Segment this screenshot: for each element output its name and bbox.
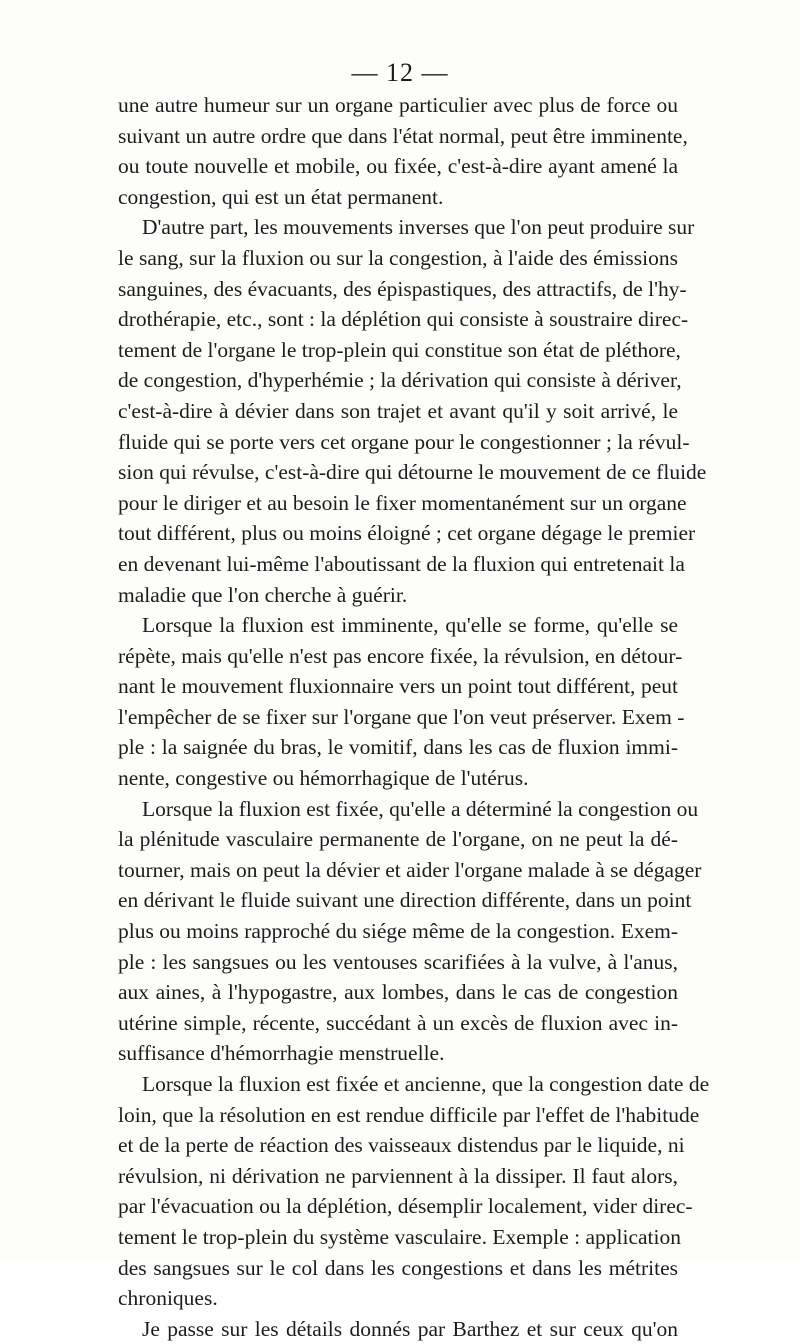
- text-line: tement le trop-plein du système vasculaire. Exemple : application: [118, 1224, 681, 1249]
- text-line: Lorsque la fluxion est fixée et ancienne, que la congestion date de: [142, 1072, 710, 1096]
- text-line: de congestion, d'hyperhémie ; la dérivation qui consiste à dériver,: [118, 368, 682, 393]
- text-line: congestion, qui est un état permanent.: [118, 184, 444, 209]
- text-line: pour le diriger et au besoin le fixer momentanément sur un organe: [118, 490, 687, 515]
- paragraph: [118, 610, 685, 794]
- text-line: en dérivant le fluide suivant une direction différente, dans un point: [118, 888, 692, 913]
- page-number: — 12 —: [351, 58, 449, 87]
- text-line: tement de l'organe le trop-plein qui constitue son état de pléthore,: [118, 337, 681, 362]
- paragraph: [118, 794, 702, 1069]
- text-line: révulsion, ni dérivation ne parviennent à la dissiper. Il faut alors,: [118, 1163, 678, 1188]
- text-line: utérine simple, récente, succédant à un excès de fluxion avec in-: [118, 1010, 678, 1035]
- text-line: tout différent, plus ou moins éloigné ; cet organe dégage le premier: [118, 521, 696, 546]
- paragraph: [118, 90, 688, 212]
- text-line: plus ou moins rapproché du siége même de la congestion. Exem-: [118, 919, 678, 944]
- text-line: aux aines, à l'hypogastre, aux lombes, dans le cas de congestion: [118, 980, 678, 1005]
- text-line: en devenant lui-même l'aboutissant de la fluxion qui entretenait la: [118, 551, 685, 576]
- text-line: sion qui révulse, c'est-à-dire qui détourne le mouvement de ce fluide: [118, 460, 707, 485]
- text-line: c'est-à-dire à dévier dans son trajet et avant qu'il y soit arrivé, le: [118, 398, 678, 423]
- text-line: chroniques.: [118, 1286, 218, 1311]
- text-line: tourner, mais on peut la dévier et aider l'organe malade à se dégager: [118, 857, 702, 882]
- text-line: ou toute nouvelle et mobile, ou fixée, c'est-à-dire ayant amené la: [118, 154, 678, 179]
- text-line: Lorsque la fluxion est imminente, qu'elle se forme, qu'elle se: [142, 613, 678, 638]
- text-line: nant le mouvement fluxionnaire vers un point tout différent, peut: [118, 674, 678, 699]
- body-text: [118, 90, 710, 1344]
- text-line: sanguines, des évacuants, des épispastiques, des attractifs, de l'hy-: [118, 276, 687, 301]
- text-line: ple : la saignée du bras, le vomitif, dans les cas de fluxion immi-: [118, 735, 678, 760]
- text-line: loin, que la résolution en est rendue difficile par l'effet de l'habitude: [118, 1102, 700, 1127]
- text-line: des sangsues sur le col dans les congestions et dans les métrites: [118, 1255, 678, 1280]
- text-line: et de la perte de réaction des vaisseaux distendus par le liquide, ni: [118, 1133, 685, 1158]
- text-line: répète, mais qu'elle n'est pas encore fixée, la révulsion, en détour-: [118, 643, 683, 668]
- text-line: le sang, sur la fluxion ou sur la congestion, à l'aide des émissions: [118, 245, 678, 270]
- text-line: une autre humeur sur un organe particulier avec plus de force ou: [118, 93, 678, 117]
- text-line: suivant un autre ordre que dans l'état normal, peut être imminente,: [118, 123, 688, 148]
- text-line: l'empêcher de se fixer sur l'organe que l'on veut préserver. Exem -: [118, 704, 685, 729]
- text-line: fluide qui se porte vers cet organe pour le congestionner ; la révul-: [118, 429, 690, 454]
- text-line: Lorsque la fluxion est fixée, qu'elle a déterminé la congestion ou: [142, 796, 699, 821]
- text-line: D'autre part, les mouvements inverses que l'on peut produire sur: [142, 215, 695, 240]
- text-line: ple : les sangsues ou les ventouses scarifiées à la vulve, à l'anus,: [118, 949, 678, 974]
- paragraph: [118, 1314, 678, 1344]
- text-line: suffisance d'hémorrhagie menstruelle.: [118, 1041, 445, 1066]
- text-line: nente, congestive ou hémorrhagique de l'utérus.: [118, 766, 529, 791]
- text-line: drothérapie, etc., sont : la déplétion qui consiste à soustraire direc-: [118, 307, 689, 332]
- paragraph: [118, 1069, 710, 1314]
- paragraph: [118, 212, 707, 610]
- text-line: Je passe sur les détails donnés par Barthez et sur ceux qu'on: [142, 1316, 678, 1341]
- text-line: la plénitude vasculaire permanente de l'organe, on ne peut la dé-: [118, 827, 678, 852]
- text-line: par l'évacuation ou la déplétion, désemplir localement, vider direc-: [118, 1194, 693, 1219]
- text-line: maladie que l'on cherche à guérir.: [118, 582, 408, 607]
